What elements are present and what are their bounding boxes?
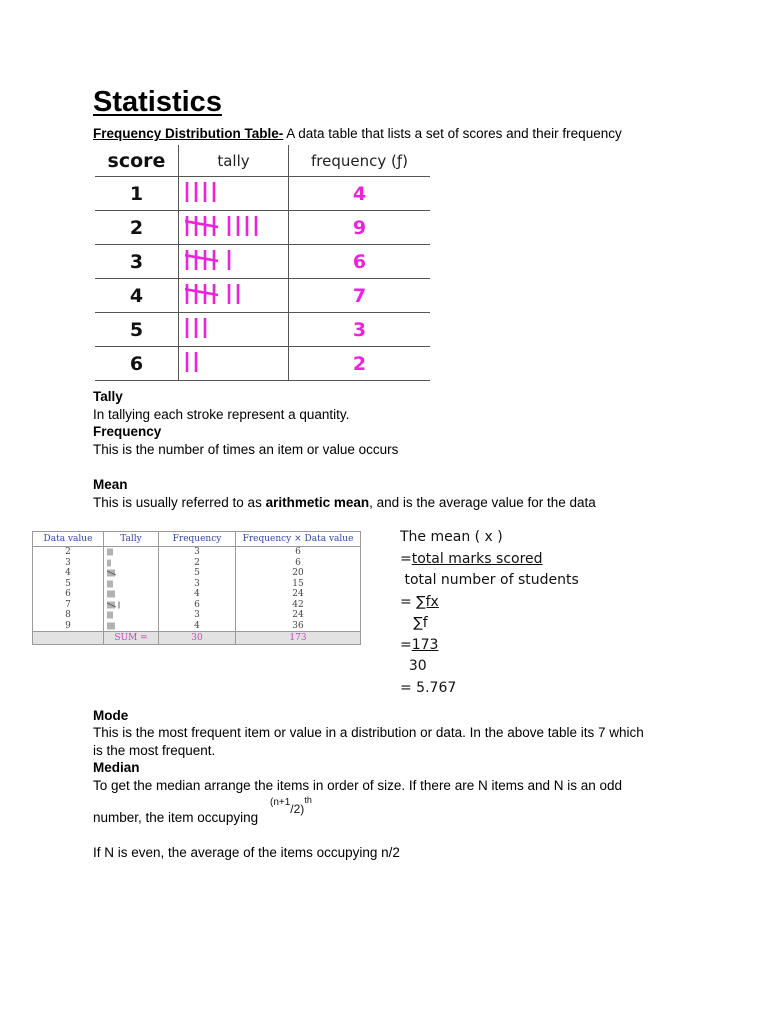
frequency-distribution-table xyxy=(95,145,430,381)
fd-tally-cell xyxy=(179,279,289,313)
dv-product-cell: 24 xyxy=(292,610,304,620)
tally-marks-icon xyxy=(185,349,285,375)
mean-text-bold: arithmetic mean xyxy=(265,495,370,510)
dv-frequency-cell: 3 xyxy=(194,610,200,620)
fd-row xyxy=(95,279,430,313)
dv-tally-cell xyxy=(107,579,158,590)
tally-text: In tallying each stroke represent a quantity. xyxy=(93,407,350,422)
mean-calc-line4-ul: ∑fx xyxy=(416,593,439,610)
fd-header-frequency: frequency (ƒ) xyxy=(289,145,431,177)
dv-col-frequency xyxy=(159,547,236,632)
mean-calc-line5: ∑f xyxy=(400,615,428,631)
fd-tally-cell xyxy=(179,245,289,279)
dv-product-cell: 15 xyxy=(292,578,304,589)
mean-text xyxy=(93,494,596,511)
dv-tally-cell xyxy=(107,621,158,632)
tally-marks-icon xyxy=(107,600,137,610)
median-formula xyxy=(270,795,312,816)
tally-marks-icon xyxy=(107,621,137,631)
median-text-1: To get the median arrange the items in order of size. If there are N items and N is an odd xyxy=(93,778,623,793)
fd-header-row xyxy=(95,145,430,177)
fd-header-score: score xyxy=(95,145,179,177)
dv-sum-row xyxy=(33,632,361,645)
fd-score-cell: 2 xyxy=(95,211,179,245)
dv-tally-cell xyxy=(107,558,158,569)
median-formula-num: (n+1 xyxy=(270,797,291,808)
median-formula-den: /2) xyxy=(290,802,305,816)
dv-value-cell: 7 xyxy=(65,599,71,610)
fd-row xyxy=(95,177,430,211)
mean-calc-line6-ul: 173 xyxy=(411,636,439,653)
tally-marks-icon xyxy=(185,179,285,205)
dv-header-row xyxy=(33,532,361,547)
tally-marks-icon xyxy=(185,281,285,307)
median-text-2: number, the item occupying xyxy=(93,810,259,825)
mean-calc-line3: total number of students xyxy=(400,572,579,588)
dv-value-cell: 9 xyxy=(65,620,71,631)
mean-calc-line6-prefix: = xyxy=(400,636,412,653)
dv-frequency-cell: 2 xyxy=(194,557,200,568)
mean-calc-line8: = 5.767 xyxy=(400,679,457,696)
fd-score-cell: 1 xyxy=(95,177,179,211)
dv-value-cell: 5 xyxy=(65,578,71,589)
tally-marks-icon xyxy=(107,558,137,568)
tally-marks-icon xyxy=(185,247,285,273)
dv-col-tally xyxy=(104,547,159,632)
dv-frequency-cell: 3 xyxy=(194,578,200,589)
dv-product-cell: 36 xyxy=(292,620,304,631)
fd-row xyxy=(95,347,430,381)
dv-sum-empty xyxy=(33,632,104,645)
tally-marks-icon xyxy=(107,589,137,599)
dv-header-frequency: Frequency xyxy=(159,532,236,547)
fd-score-cell: 5 xyxy=(95,313,179,347)
fd-frequency-cell: 2 xyxy=(289,347,431,381)
median-formula-sup: th xyxy=(304,795,312,805)
mean-calc-line2-prefix: = xyxy=(400,550,412,567)
mode-heading: Mode xyxy=(93,708,129,723)
dv-header-tally: Tally xyxy=(104,532,159,547)
dv-value-cell: 4 xyxy=(65,568,71,578)
fd-frequency-cell: 7 xyxy=(289,279,431,313)
dv-product-cell: 6 xyxy=(295,547,301,557)
dv-tally-cell xyxy=(107,589,158,600)
mean-calculation xyxy=(400,527,579,699)
dv-header-product: Frequency × Data value xyxy=(236,532,361,547)
mean-calc-line4-prefix: = xyxy=(400,593,417,610)
dv-tally-cell xyxy=(107,610,158,621)
frequency-text: This is the number of times an item or value occurs xyxy=(93,442,399,457)
dv-frequency-cell: 3 xyxy=(194,547,200,557)
median-heading: Median xyxy=(93,760,140,775)
fd-score-cell: 6 xyxy=(95,347,179,381)
tally-marks-icon xyxy=(107,579,137,589)
data-value-table xyxy=(32,531,361,645)
dv-value-cell: 3 xyxy=(65,557,71,568)
fd-tally-cell xyxy=(179,211,289,245)
fd-header-tally: tally xyxy=(179,145,289,177)
page-title: Statistics xyxy=(93,86,222,118)
tally-heading: Tally xyxy=(93,389,123,404)
dv-sum-frequency: 30 xyxy=(159,632,236,645)
dv-body-row xyxy=(33,547,361,632)
tally-marks-icon xyxy=(107,568,137,578)
median-text-3: If N is even, the average of the items occupying n/2 xyxy=(93,845,400,860)
dv-frequency-cell: 6 xyxy=(194,599,200,610)
dv-frequency-cell: 4 xyxy=(194,589,200,599)
mode-text-2: is the most frequent. xyxy=(93,743,216,758)
fd-row xyxy=(95,211,430,245)
dv-value-cell: 2 xyxy=(65,547,71,557)
dv-product-cell: 42 xyxy=(292,599,304,610)
dv-tally-cell xyxy=(107,568,158,579)
dv-header-value: Data value xyxy=(33,532,104,547)
fd-tally-cell xyxy=(179,313,289,347)
fd-row xyxy=(95,245,430,279)
mean-heading: Mean xyxy=(93,477,128,492)
dv-tally-cell xyxy=(107,547,158,558)
mean-text-before: This is usually referred to as xyxy=(93,495,266,510)
mean-calc-line7: 30 xyxy=(400,658,427,674)
dv-col-value xyxy=(33,547,104,632)
mean-text-after: , and is the average value for the data xyxy=(369,495,596,510)
dv-product-cell: 6 xyxy=(295,557,301,568)
fd-heading-desc: A data table that lists a set of scores and their frequency xyxy=(283,126,622,141)
mean-calc-line2 xyxy=(400,549,579,571)
mean-calc-line4 xyxy=(400,592,579,614)
fd-frequency-cell: 6 xyxy=(289,245,431,279)
dv-value-cell: 8 xyxy=(65,610,71,620)
fd-tally-cell xyxy=(179,347,289,381)
dv-product-cell: 24 xyxy=(292,589,304,599)
fd-heading xyxy=(93,125,622,142)
fd-row xyxy=(95,313,430,347)
fd-frequency-cell: 4 xyxy=(289,177,431,211)
dv-value-cell: 6 xyxy=(65,589,71,599)
mean-calc-line2-ul: total marks scored xyxy=(411,550,543,567)
dv-col-product xyxy=(236,547,361,632)
fd-score-cell: 4 xyxy=(95,279,179,313)
frequency-heading: Frequency xyxy=(93,424,162,439)
dv-sum-product: 173 xyxy=(236,632,361,645)
tally-marks-icon xyxy=(185,315,285,341)
fd-frequency-cell: 3 xyxy=(289,313,431,347)
fd-frequency-cell: 9 xyxy=(289,211,431,245)
dv-frequency-cell: 5 xyxy=(194,568,200,578)
dv-sum-label: SUM = xyxy=(104,632,159,645)
dv-frequency-cell: 4 xyxy=(194,620,200,631)
fd-heading-term: Frequency Distribution Table- xyxy=(93,126,284,141)
mean-calc-line1: The mean ( x ) xyxy=(400,529,503,545)
dv-product-cell: 20 xyxy=(292,568,304,578)
fd-score-cell: 3 xyxy=(95,245,179,279)
dv-tally-cell xyxy=(107,600,158,611)
fd-tally-cell xyxy=(179,177,289,211)
mode-text-1: This is the most frequent item or value in a distribution or data. In the above table its 7 which xyxy=(93,725,644,740)
mean-calc-line6 xyxy=(400,635,579,657)
tally-marks-icon xyxy=(107,547,137,557)
tally-marks-icon xyxy=(107,610,137,620)
tally-marks-icon xyxy=(185,213,285,239)
